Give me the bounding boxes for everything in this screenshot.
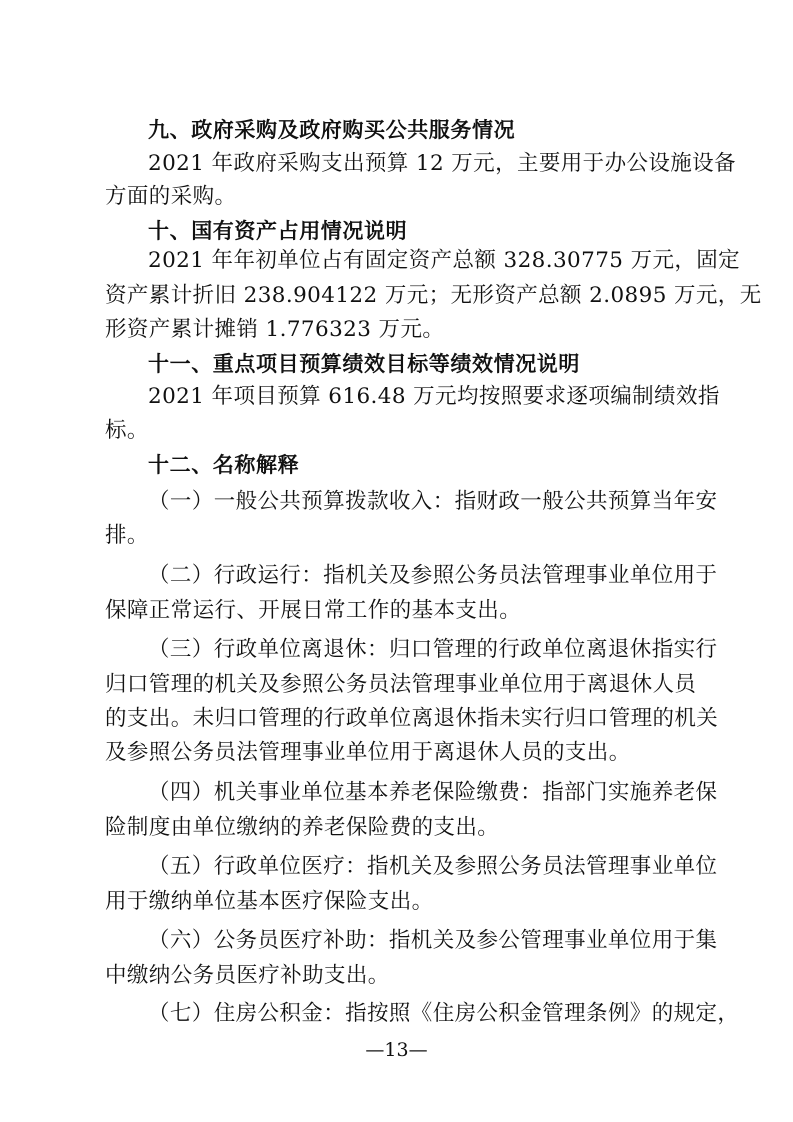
paragraph-line: 排。 [105, 523, 149, 548]
definition-item-6: （六）公务员医疗补助：指机关及参公管理事业单位用于集 [148, 928, 718, 953]
definition-item-2: （二）行政运行：指机关及参照公务员法管理事业单位用于 [148, 563, 718, 588]
paragraph-line: 用于缴纳单位基本医疗保险支出。 [105, 889, 434, 914]
paragraph-line: 资产累计折旧 238.904122 万元；无形资产总额 2.0895 万元，无 [105, 283, 762, 308]
page-number: —13— [365, 1039, 428, 1061]
paragraph-line: 保障正常运行、开展日常工作的基本支出。 [105, 598, 522, 623]
section-heading-11: 十一、重点项目预算绩效目标等绩效情况说明 [148, 352, 580, 376]
paragraph-line: 及参照公务员法管理事业单位用于离退休人员的支出。 [105, 740, 631, 765]
definition-item-1: （一）一般公共预算拨款收入：指财政一般公共预算当年安 [148, 489, 718, 514]
paragraph-line: 中缴纳公务员医疗补助支出。 [105, 963, 390, 988]
definition-item-5: （五）行政单位医疗：指机关及参照公务员法管理事业单位 [148, 854, 718, 879]
paragraph-line: 的支出。未归口管理的行政单位离退休指未实行归口管理的机关 [105, 706, 719, 731]
section-heading-12: 十二、名称解释 [148, 453, 300, 477]
paragraph-line: 2021 年政府采购支出预算 12 万元，主要用于办公设施设备 [148, 151, 736, 176]
section-heading-9: 九、政府采购及政府购买公共服务情况 [148, 118, 516, 142]
paragraph-line: 险制度由单位缴纳的养老保险费的支出。 [105, 815, 500, 840]
paragraph-line: 形资产累计摊销 1.776323 万元。 [105, 317, 445, 342]
paragraph-line: 归口管理的机关及参照公务员法管理事业单位用于离退休人员 [105, 672, 697, 697]
paragraph-line: 标。 [105, 418, 149, 443]
section-heading-10: 十、国有资产占用情况说明 [148, 219, 408, 243]
definition-item-7: （七）住房公积金：指按照《住房公积金管理条例》的规定， [148, 1001, 740, 1026]
definition-item-3: （三）行政单位离退休：归口管理的行政单位离退休指实行 [148, 637, 718, 662]
paragraph-line: 2021 年年初单位占有固定资产总额 328.30775 万元，固定 [148, 248, 741, 273]
paragraph-line: 方面的采购。 [105, 184, 237, 209]
definition-item-4: （四）机关事业单位基本养老保险缴费：指部门实施养老保 [148, 780, 718, 805]
paragraph-line: 2021 年项目预算 616.48 万元均按照要求逐项编制绩效指 [148, 384, 720, 409]
